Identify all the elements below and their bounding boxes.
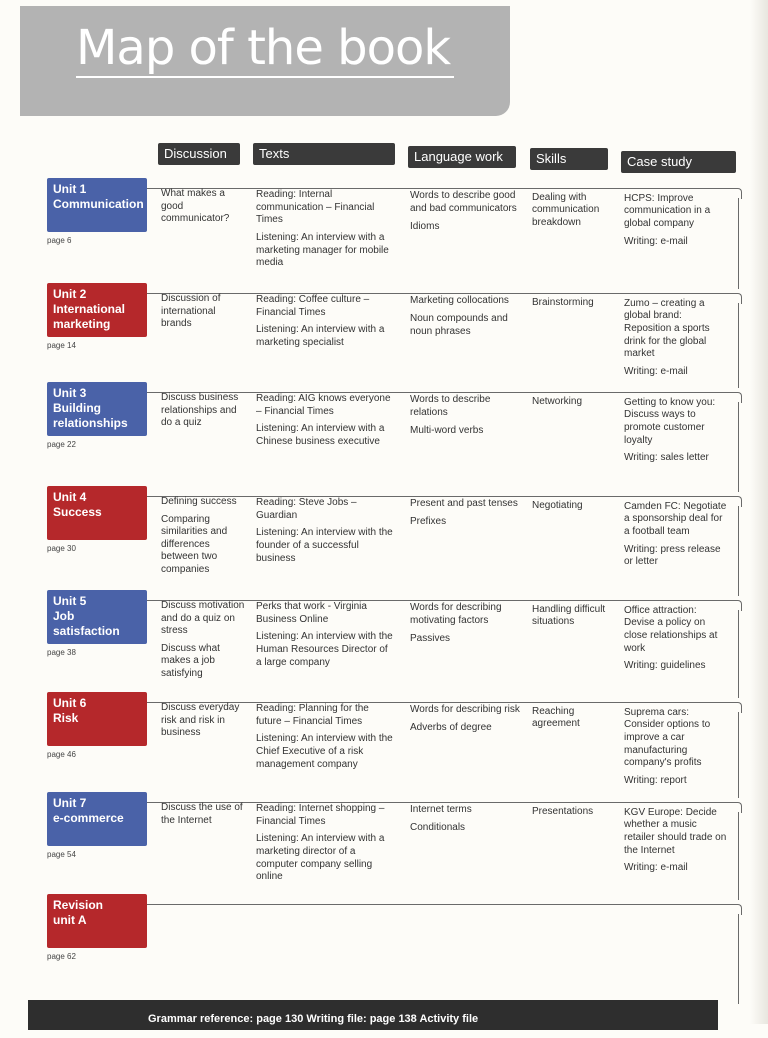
- cell-text: Negotiating: [532, 499, 583, 511]
- title-underline: [76, 76, 454, 78]
- cell-text: Reaching agreement: [532, 705, 580, 730]
- row-edge: [734, 506, 739, 596]
- cell-text: Words for describing risk: [410, 704, 520, 716]
- cell-text: Discuss the use of the Internet: [161, 802, 243, 826]
- cell-text: Presentations: [532, 805, 594, 817]
- unit-page-number: page 30: [47, 544, 76, 553]
- cell-texts: [256, 803, 396, 889]
- cell-text: Listening: An interview with a marketing director of a computer company selling online: [256, 833, 385, 883]
- row-edge: [734, 402, 739, 492]
- cell-text: Office attraction: Devise a policy on close relationships at work: [624, 604, 718, 654]
- row-edge: [734, 914, 739, 1004]
- cell-text: Defining success: [161, 496, 237, 507]
- unit-label: Unit 1 Communication: [47, 178, 147, 232]
- cell-text: Conditionals: [410, 821, 466, 833]
- cell-text: Suprema cars: Consider options to improve a car manufacturing company's profits: [624, 706, 711, 769]
- cell-text: Present and past tenses: [410, 498, 518, 510]
- cell-text: Passives: [410, 632, 451, 644]
- cell-text: Adverbs of degree: [410, 721, 492, 733]
- cell-text: Listening: An interview with the Human Resources Director of a large company: [256, 631, 393, 668]
- unit-label: Revision unit A: [47, 894, 147, 948]
- cell-text: Listening: An interview with a marketing specialist: [256, 324, 385, 348]
- cell-text: Discuss motivation and do a quiz on stress: [161, 600, 245, 637]
- cell-text: Words for describing motivating factors: [410, 602, 502, 626]
- cell-skills: [532, 806, 612, 824]
- cell-text: What makes a good communicator?: [161, 188, 230, 225]
- header-skills: Skills: [530, 148, 608, 170]
- row-edge: [734, 812, 739, 900]
- cell-text: Writing: e-mail: [624, 365, 688, 377]
- row-edge: [734, 303, 739, 388]
- cell-language-work: [410, 602, 520, 650]
- cell-discussion: [161, 600, 245, 686]
- cell-text: Marketing collocations: [410, 295, 509, 307]
- cell-skills: [532, 500, 612, 518]
- unit-page-number: page 6: [47, 236, 72, 245]
- cell-discussion: [161, 802, 245, 832]
- cell-discussion: [161, 496, 245, 582]
- cell-discussion: [161, 392, 245, 435]
- row-divider: [140, 904, 738, 905]
- header-texts: Texts: [253, 143, 395, 165]
- cell-text: Brainstorming: [532, 296, 594, 308]
- cell-text: Discussion of international brands: [161, 293, 221, 330]
- cell-text: Dealing with communication breakdown: [532, 191, 600, 228]
- row-edge: [734, 712, 739, 798]
- cell-text: Discuss everyday risk and risk in business: [161, 702, 240, 739]
- cell-texts: [256, 189, 396, 275]
- cell-case-study: [624, 807, 728, 880]
- unit-page-number: page 46: [47, 750, 76, 759]
- cell-text: Comparing similarities and differences between two companies: [161, 513, 228, 575]
- cell-text: Prefixes: [410, 515, 447, 527]
- cell-text: Listening: An interview with the Chief Executive of a risk management company: [256, 733, 393, 770]
- cell-text: Reading: AIG knows everyone – Financial Times: [256, 393, 391, 417]
- cell-text: Zumo – creating a global brand: Reposition a sports drink for the global market: [624, 297, 710, 360]
- row-edge: [734, 198, 739, 289]
- cell-text: Camden FC: Negotiate a sponsorship deal for a football team: [624, 500, 727, 537]
- cell-language-work: [410, 295, 520, 343]
- cell-text: Writing: e-mail: [624, 235, 688, 247]
- cell-text: KGV Europe: Decide whether a music retailer should trade on the Internet: [624, 806, 727, 856]
- unit-label: Unit 2 International marketing: [47, 283, 147, 337]
- cell-case-study: [624, 298, 728, 384]
- cell-skills: [532, 297, 612, 315]
- cell-skills: [532, 396, 612, 414]
- cell-text: Writing: report: [624, 774, 687, 786]
- cell-discussion: [161, 702, 245, 745]
- cell-text: Networking: [532, 395, 583, 407]
- cell-language-work: [410, 394, 520, 442]
- cell-language-work: [410, 498, 520, 533]
- cell-language-work: [410, 704, 520, 739]
- row-edge: [734, 610, 739, 698]
- cell-text: Reading: Internet shopping – Financial Times: [256, 803, 385, 827]
- unit-label: Unit 6 Risk: [47, 692, 147, 746]
- cell-text: Writing: press release or letter: [624, 543, 721, 568]
- cell-discussion: [161, 293, 245, 336]
- cell-texts: [256, 601, 396, 674]
- cell-text: Noun compounds and noun phrases: [410, 312, 508, 337]
- title-banner: [20, 6, 510, 116]
- cell-texts: [256, 294, 396, 354]
- unit-page-number: page 62: [47, 952, 76, 961]
- cell-text: Idioms: [410, 220, 440, 232]
- cell-text: Listening: An interview with a Chinese business executive: [256, 423, 385, 447]
- cell-language-work: [410, 804, 520, 839]
- unit-label: Unit 7 e-commerce: [47, 792, 147, 846]
- cell-text: Words to describe good and bad communicators: [410, 190, 517, 214]
- unit-label: Unit 4 Success: [47, 486, 147, 540]
- cell-text: Multi-word verbs: [410, 424, 484, 436]
- cell-text: Reading: Steve Jobs – Guardian: [256, 497, 357, 521]
- cell-text: Perks that work - Virginia Business Online: [256, 601, 367, 625]
- cell-text: Internet terms: [410, 804, 472, 816]
- unit-label: Unit 3 Building relationships: [47, 382, 147, 436]
- cell-case-study: [624, 707, 728, 793]
- unit-page-number: page 22: [47, 440, 76, 449]
- cell-case-study: [624, 193, 728, 253]
- cell-text: Getting to know you: Discuss ways to promote customer loyalty: [624, 396, 716, 446]
- cell-skills: [532, 604, 612, 634]
- page-edge: [750, 0, 768, 1024]
- cell-case-study: [624, 397, 728, 470]
- cell-discussion: [161, 188, 245, 231]
- cell-text: Words to describe relations: [410, 394, 491, 418]
- header-discussion: Discussion: [158, 143, 240, 165]
- cell-text: Reading: Internal communication – Financial Times: [256, 189, 375, 226]
- cell-case-study: [624, 605, 728, 678]
- cell-text: Listening: An interview with the founder of a successful business: [256, 527, 393, 564]
- cell-texts: [256, 393, 396, 453]
- unit-label: Unit 5 Job satisfaction: [47, 590, 147, 644]
- cell-text: Handling difficult situations: [532, 603, 606, 628]
- unit-page-number: page 14: [47, 341, 76, 350]
- header-case-study: Case study: [621, 151, 736, 173]
- cell-text: Writing: e-mail: [624, 862, 688, 874]
- cell-skills: [532, 706, 612, 736]
- cell-text: Discuss business relationships and do a quiz: [161, 392, 239, 429]
- unit-page-number: page 38: [47, 648, 76, 657]
- cell-text: Discuss what makes a job satisfying: [161, 642, 220, 679]
- header-language-work: Language work: [408, 146, 516, 168]
- cell-case-study: [624, 501, 728, 574]
- footer-bar: Grammar reference: page 130 Writing file: page 138 Activity file: [28, 1000, 718, 1030]
- cell-text: Listening: An interview with a marketing manager for mobile media: [256, 231, 389, 269]
- cell-texts: [256, 497, 396, 570]
- cell-skills: [532, 192, 612, 235]
- cell-text: Reading: Planning for the future – Financial Times: [256, 703, 369, 727]
- cell-language-work: [410, 190, 520, 238]
- cell-text: Writing: guidelines: [624, 660, 706, 672]
- unit-page-number: page 54: [47, 850, 76, 859]
- cell-texts: [256, 703, 396, 776]
- page-title: Map of the book: [76, 20, 451, 76]
- cell-text: Writing: sales letter: [624, 452, 709, 464]
- cell-text: Reading: Coffee culture – Financial Times: [256, 294, 370, 318]
- cell-text: HCPS: Improve communication in a global company: [624, 192, 711, 229]
